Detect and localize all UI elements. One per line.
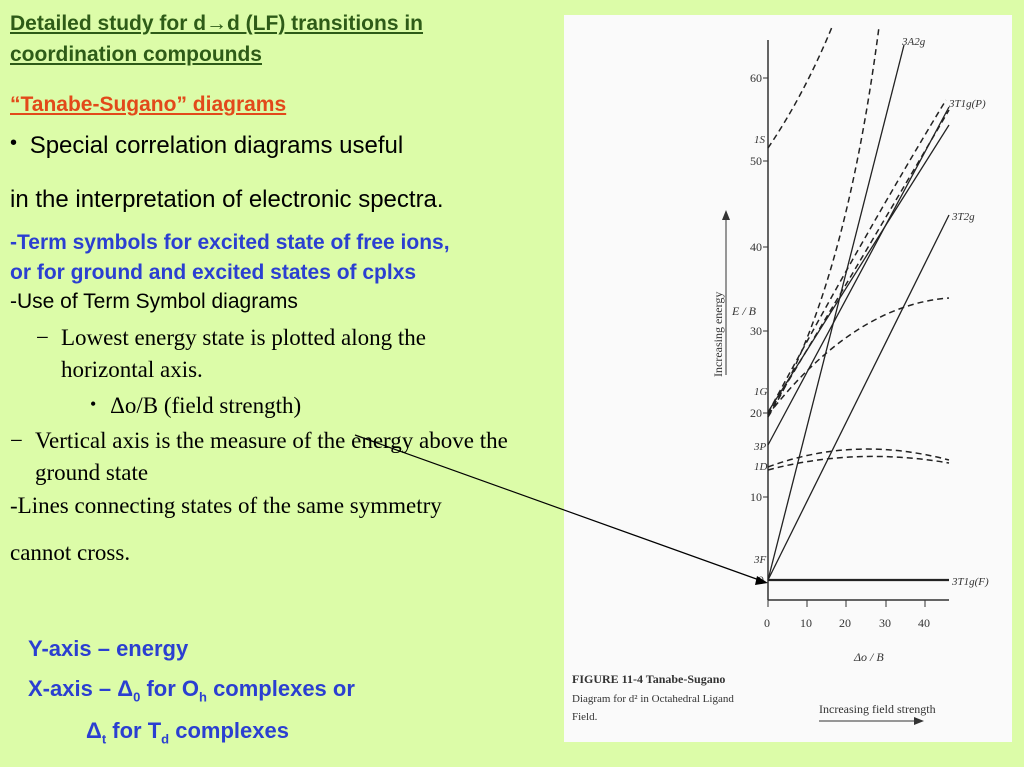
term-line-2: or for ground and excited states of cplxs — [10, 261, 417, 284]
term-label-3a2g: 3A2g — [902, 36, 926, 48]
x-axis-text: X-axis – $\Delta_0$ for $O_h$ complexes or — [28, 676, 355, 705]
term-label-3t1gp: 3T1g(P) — [949, 98, 986, 110]
figure-caption-line-2: Diagram for d² in Octahedral Ligand — [572, 693, 734, 705]
lowest-line-2: horizontal axis. — [61, 357, 203, 382]
vertical-line-1: Vertical axis is the measure of the energy above the — [35, 428, 508, 453]
cannot-cross-text: cannot cross. — [10, 540, 131, 565]
dash-icon: − — [10, 428, 23, 453]
term-label-1s: 1S — [754, 134, 765, 146]
e-over-b-label: E / B — [732, 304, 756, 318]
figure-caption-line-3: Field. — [572, 711, 598, 723]
term-label-3t1gf: 3T1g(F) — [952, 576, 989, 588]
bullet-dot-icon: • — [10, 132, 18, 154]
title-line-1: Detailed study for d→d (LF) transitions in — [10, 12, 424, 35]
pointer-arrow-line — [355, 435, 762, 581]
y-tick-label: 10 — [750, 490, 762, 504]
term-line-1: -Term symbols for excited state of free ions, — [10, 231, 450, 254]
use-term-text: -Use of Term Symbol diagrams — [10, 290, 298, 313]
term-label-1d: 1D — [754, 461, 768, 473]
term-label-1g: 1G — [754, 386, 768, 398]
x-tick-label: 40 — [918, 616, 930, 630]
x-axis-label: Δo / B — [854, 650, 884, 664]
interpretation-line: in the interpretation of electronic spectra. — [10, 186, 444, 213]
figure-caption-line-1: FIGURE 11-4 Tanabe-Sugano — [572, 672, 726, 686]
title-line-2: coordination compounds — [10, 43, 262, 66]
lowest-line-1: Lowest energy state is plotted along the — [61, 325, 426, 350]
x-tick-label: 20 — [839, 616, 851, 630]
x-axis-caption: Increasing field strength — [819, 702, 936, 716]
y-tick-label: 30 — [750, 324, 762, 338]
y-axis-text: Y-axis – energy — [28, 636, 189, 661]
x-tick-label: 0 — [764, 616, 770, 630]
bullet-special-text: Special correlation diagrams useful — [29, 132, 404, 159]
field-strength-text: Δo/B (field strength) — [110, 393, 302, 418]
term-label-3p: 3P — [754, 441, 767, 453]
term-label-3t2g: 3T2g — [952, 211, 975, 223]
y-tick-label: 20 — [750, 406, 762, 420]
x-tick-label: 30 — [879, 616, 891, 630]
lines-symmetry-text: -Lines connecting states of the same symmetry — [10, 493, 442, 518]
dash-icon: − — [36, 325, 49, 350]
td-text: $\Delta_t$ for $T_d$ complexes — [86, 718, 289, 747]
pointer-arrow-head-icon — [755, 576, 768, 585]
bullet-dot-icon: • — [90, 394, 97, 414]
vertical-line-2: ground state — [35, 460, 149, 485]
x-tick-label: 10 — [800, 616, 812, 630]
term-label-3f: 3F — [754, 554, 767, 566]
y-axis-label: Increasing energy — [711, 291, 725, 377]
y-tick-label: 40 — [750, 240, 762, 254]
y-tick-label: 60 — [750, 71, 762, 85]
y-tick-label: 50 — [750, 154, 762, 168]
subtitle: “Tanabe-Sugano” diagrams — [10, 93, 287, 116]
